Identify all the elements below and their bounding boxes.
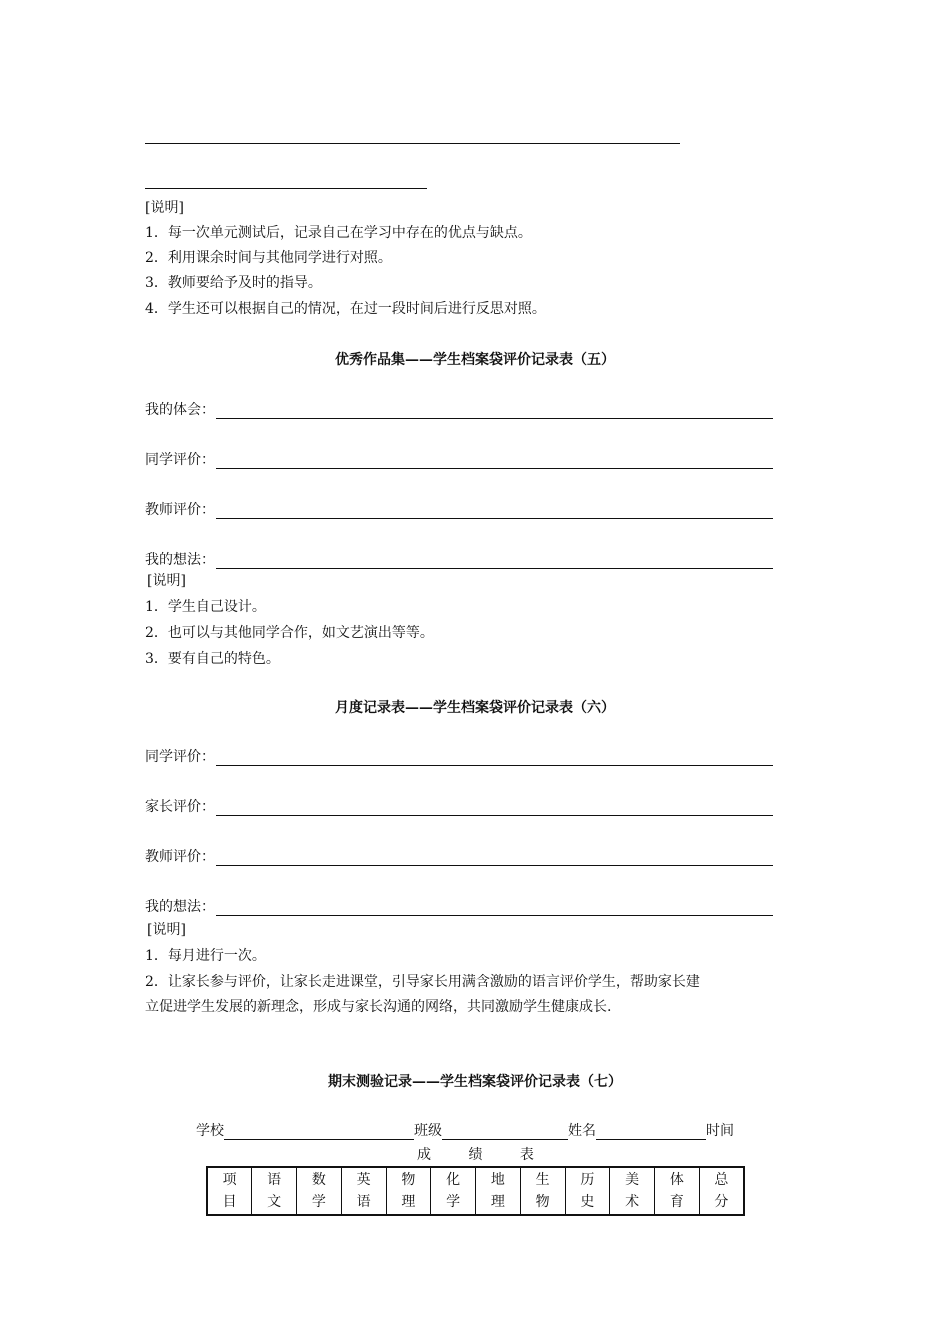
cell-char: 地 (490, 1172, 505, 1188)
field-label: 我的体会： (145, 402, 215, 418)
note-item: 立促进学生发展的新理念，形成与家长沟通的网络，共同激励学生健康成长. (145, 999, 612, 1015)
note-item: 2．让家长参与评价，让家长走进课堂，引导家长用满含激励的语言评价学生，帮助家长建 (145, 974, 700, 990)
table-header-cell (610, 1167, 655, 1215)
table-header-cell (207, 1167, 252, 1215)
class-fill-line[interactable] (442, 1124, 568, 1140)
note-item: 1．每月进行一次。 (145, 948, 266, 964)
fill-in-line[interactable] (216, 900, 773, 916)
note-item: 1．每一次单元测试后，记录自己在学习中存在的优点与缺点。 (145, 225, 532, 241)
cell-char: 物 (535, 1194, 550, 1210)
field-label: 同学评价： (145, 749, 215, 765)
note-item: 2．也可以与其他同学合作，如文艺演出等等。 (145, 625, 434, 641)
table-header-cell (565, 1167, 610, 1215)
note-item: 3．要有自己的特色。 (145, 651, 280, 667)
fill-in-line[interactable] (216, 453, 773, 469)
cell-char: 术 (625, 1194, 640, 1210)
cell-char: 史 (580, 1194, 595, 1210)
cell-char: 生 (535, 1172, 550, 1188)
table-header-cell (520, 1167, 565, 1215)
fill-in-line[interactable] (216, 503, 773, 519)
table-header-cell (699, 1167, 744, 1215)
fill-in-line[interactable] (216, 403, 773, 419)
form-field-row (145, 399, 773, 419)
note-item: 3．教师要给予及时的指导。 (145, 275, 322, 291)
score-table (206, 1166, 745, 1216)
name-fill-line[interactable] (596, 1124, 706, 1140)
name-label: 姓名 (568, 1123, 596, 1139)
form-field-row (145, 846, 773, 866)
table-header-cell (252, 1167, 297, 1215)
notes-header: [说明] (147, 573, 186, 589)
cell-char: 理 (490, 1194, 505, 1210)
school-label: 学校 (196, 1123, 224, 1139)
cell-char: 学 (446, 1194, 461, 1210)
form-field-row (145, 796, 773, 816)
cell-char: 学 (311, 1194, 326, 1210)
field-label: 我的想法： (145, 899, 215, 915)
blank-line (145, 188, 427, 189)
cell-char: 语 (267, 1172, 282, 1188)
section-title: 月度记录表——学生档案袋评价记录表（六） (335, 700, 615, 716)
time-label: 时间 (706, 1123, 734, 1139)
form-field-row (145, 549, 773, 569)
field-label: 家长评价： (145, 799, 215, 815)
score-table-caption (417, 1144, 534, 1164)
cell-char: 目 (222, 1194, 237, 1210)
form-field-row (145, 746, 773, 766)
cell-char: 化 (446, 1172, 461, 1188)
section-title: 优秀作品集——学生档案袋评价记录表（五） (335, 352, 615, 368)
student-info-row (196, 1120, 734, 1140)
cell-char: 分 (714, 1194, 729, 1210)
caption-char: 成 (417, 1147, 431, 1163)
cell-char: 数 (311, 1172, 326, 1188)
table-header-cell (341, 1167, 386, 1215)
form-field-row (145, 896, 773, 916)
cell-char: 英 (356, 1172, 371, 1188)
field-label: 同学评价： (145, 452, 215, 468)
field-label: 我的想法： (145, 552, 215, 568)
school-fill-line[interactable] (224, 1124, 414, 1140)
cell-char: 物 (401, 1172, 416, 1188)
form-field-row (145, 449, 773, 469)
caption-char: 绩 (468, 1147, 483, 1163)
note-item: 4．学生还可以根据自己的情况，在过一段时间后进行反思对照。 (145, 301, 546, 317)
fill-in-line[interactable] (216, 750, 773, 766)
class-label: 班级 (414, 1123, 442, 1139)
cell-char: 美 (625, 1172, 640, 1188)
table-header-cell (431, 1167, 476, 1215)
cell-char: 育 (669, 1194, 684, 1210)
cell-char: 总 (714, 1172, 729, 1188)
fill-in-line[interactable] (216, 850, 773, 866)
blank-line (145, 143, 680, 144)
cell-char: 体 (669, 1172, 684, 1188)
table-header-cell (297, 1167, 342, 1215)
cell-char: 语 (356, 1194, 371, 1210)
fill-in-line[interactable] (216, 553, 773, 569)
table-header-cell (476, 1167, 521, 1215)
note-item: 1．学生自己设计。 (145, 599, 266, 615)
cell-char: 历 (580, 1172, 595, 1188)
table-header-cell (386, 1167, 431, 1215)
table-row (207, 1167, 744, 1215)
form-field-row (145, 499, 773, 519)
cell-char: 理 (401, 1194, 416, 1210)
fill-in-line[interactable] (216, 800, 773, 816)
note-item: 2．利用课余时间与其他同学进行对照。 (145, 250, 392, 266)
caption-char: 表 (519, 1147, 534, 1163)
field-label: 教师评价： (145, 849, 215, 865)
notes-header: [说明] (147, 922, 186, 938)
table-header-cell (655, 1167, 700, 1215)
cell-char: 文 (267, 1194, 282, 1210)
field-label: 教师评价： (145, 502, 215, 518)
cell-char: 项 (222, 1172, 237, 1188)
section-title: 期末测验记录——学生档案袋评价记录表（七） (328, 1074, 622, 1090)
notes-header: [说明] (145, 200, 184, 216)
